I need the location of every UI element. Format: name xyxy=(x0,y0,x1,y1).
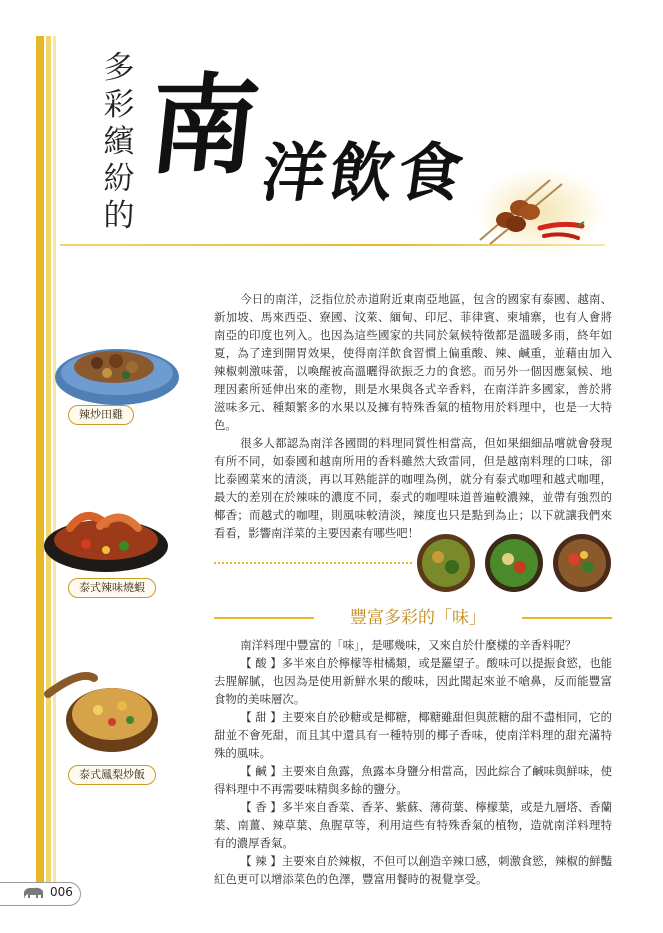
title-char: 繽 xyxy=(103,124,135,160)
caption-dish-2: 泰式辣味燒蝦 xyxy=(68,578,156,598)
page-title-rest: 洋飲食 xyxy=(256,136,472,211)
title-char: 彩 xyxy=(103,87,135,123)
pineapple-rice-photo xyxy=(40,660,162,758)
intro-paragraph: 今日的南洋，泛指位於赤道附近東南亞地區，包含的國家有泰國、越南、新加坡、馬來西亞、寮國、汶萊、緬甸、印尼、菲律賓、柬埔寨，也有人會將南亞的印度也列入。也因為這些國家的共同於氣候特徵都是溫暖多雨，終年如夏，為了達到開胃效果，使得南洋飲食習慣上偏重酸、辣、鹹重，並藉由加入辣椒刺激味蕾，以喚醒被高溫曬得欲振乏力的食慾。而另外一個因應氣候、地理因素所延伸出來的產物，則是水果與各式辛香料，在南洋許多國家，善於將滋味多元、種類繁多的水果以及擁有特殊香氣的植物用於料理中，也是一大特色。 xyxy=(214,292,612,432)
section-paragraph: 【 鹹 】主要來自魚露，魚露本身鹽分相當高，因此綜合了鹹味與鮮味，使得料理中不再需要味精與多餘的鹽分。 xyxy=(214,764,612,796)
section-paragraph: 【 酸 】多半來自於檸檬等柑橘類，或是羅望子。酸味可以提振食慾，也能去腥解膩，也因為是使用新鮮水果的酸味，因此聞起來並不嗆鼻，反而能豐富食物的美味層次。 xyxy=(214,656,612,706)
title-char: 多 xyxy=(103,50,135,86)
section-heading xyxy=(214,606,612,630)
caption-dish-1: 辣炒田雞 xyxy=(68,405,134,425)
title-char: 的 xyxy=(103,198,135,234)
page-title-main: 南 xyxy=(143,63,265,189)
section-paragraph: 南洋料理中豐富的「味」，是哪幾味，又來自於什麼樣的辛香料呢？ xyxy=(240,638,577,652)
page-number: 006 xyxy=(50,885,73,899)
page-folio xyxy=(0,882,86,908)
elephant-icon xyxy=(22,886,46,902)
section-paragraph: 【 甜 】主要來自於砂糖或是椰糖，椰糖雖甜但與蔗糖的甜不盡相同，它的甜並不會死甜，而且其中還具有一種特別的椰子香味，使南洋料理的甜充滿特殊的風味。 xyxy=(214,710,612,760)
section-paragraph: 【 香 】多半來自香菜、香茅、紫蘇、薄荷葉、檸檬葉，或是九層塔、香蘭葉、南薑、辣草葉、魚腥草等，利用這些有特殊香氣的植物，造就南洋料理特有的濃厚香氣。 xyxy=(214,800,612,850)
caption-dish-3: 泰式鳳梨炒飯 xyxy=(68,765,156,785)
intro-text xyxy=(214,290,612,542)
frog-dish-photo xyxy=(52,333,182,411)
dotted-divider xyxy=(214,562,412,564)
decorative-spine xyxy=(0,36,60,891)
intro-paragraph: 很多人都認為南洋各國間的料理同質性相當高，但如果細細品嚐就會發現有所不同，如泰國和越南所用的香料雖然大致雷同，但是越南料理的口味，卻比泰國菜來的清淡，再以耳熟能詳的咖哩為例，就分有泰式咖哩和越式咖哩，最大的差別在於辣味的濃度不同，泰式的咖哩味道普遍較濃辣，並帶有強烈的椰香；而越式的咖哩，則風味較清淡，辣度也只是點到為止；以下就讓我們來看看，影響南洋菜的主要因素有哪些吧！ xyxy=(214,436,612,540)
title-char: 紛 xyxy=(103,161,135,197)
skewer-photo xyxy=(470,170,590,250)
title-prefix xyxy=(96,50,142,235)
spice-bowls-photo xyxy=(416,533,612,593)
shrimp-dish-photo xyxy=(40,498,174,576)
section-paragraph: 【 辣 】主要來自於辣椒，不但可以創造辛辣口感，刺激食慾，辣椒的鮮豔紅色更可以增添菜色的色澤，豐富用餐時的視覺享受。 xyxy=(214,854,612,886)
section-title: 豐富多彩的「味」 xyxy=(350,608,486,628)
section-text xyxy=(214,636,612,888)
